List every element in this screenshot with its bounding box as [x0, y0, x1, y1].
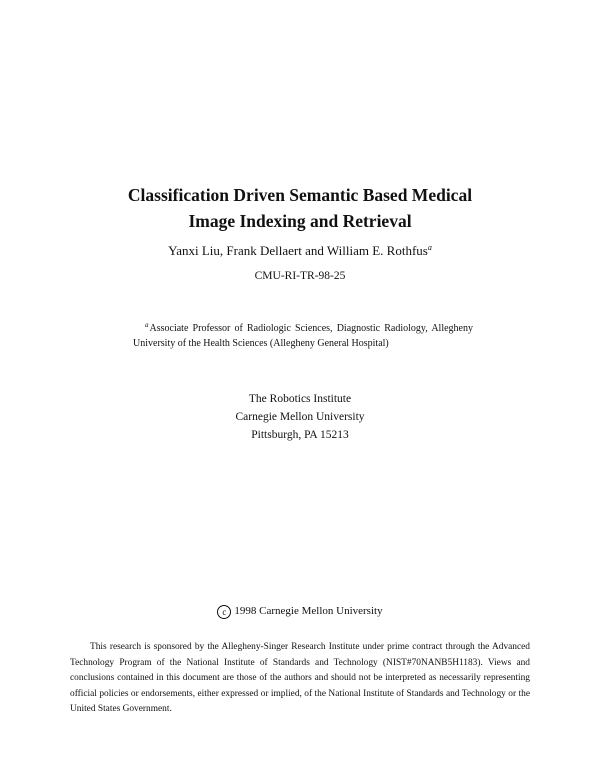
university-name: Carnegie Mellon University	[235, 411, 365, 423]
copyright-text: 1998 Carnegie Mellon University	[234, 605, 383, 617]
report-number: CMU-RI-TR-98-25	[254, 270, 346, 282]
author-list	[0, 243, 600, 259]
institution-block	[0, 390, 600, 444]
paper-title	[0, 182, 600, 234]
copyright-icon: c	[217, 605, 231, 619]
title-line-2: Image Indexing and Retrieval	[188, 211, 412, 231]
affiliation-marker: a	[145, 321, 149, 329]
affiliation-footnote	[133, 318, 473, 351]
copyright-line	[0, 605, 600, 619]
funding-notice: This research is sponsored by the Allegheny-Singer Research Institute under prime contract through the Advanced Technology Program of the National Institute of Standards and Technology (NIST#70NANB5H1183). Views and conclusions contained in this document are those of the authors and should not be interpreted as necessarily representing official policies or endorsements, either expressed or implied, of the National Institute of Standards and Technology or the United States Government.	[70, 642, 530, 714]
author-footnote-marker: a	[427, 243, 432, 252]
title-line-1: Classification Driven Semantic Based Medical	[127, 185, 473, 205]
affiliation-text: Associate Professor of Radiologic Sciences, Diagnostic Radiology, Allegheny University of the Health Sciences (Allegheny General Hospital)	[133, 323, 473, 349]
institution-address: Pittsburgh, PA 15213	[251, 429, 349, 441]
institution-name: The Robotics Institute	[248, 393, 352, 405]
author-names: Yanxi Liu, Frank Dellaert and William E. Rothfus	[168, 243, 428, 258]
